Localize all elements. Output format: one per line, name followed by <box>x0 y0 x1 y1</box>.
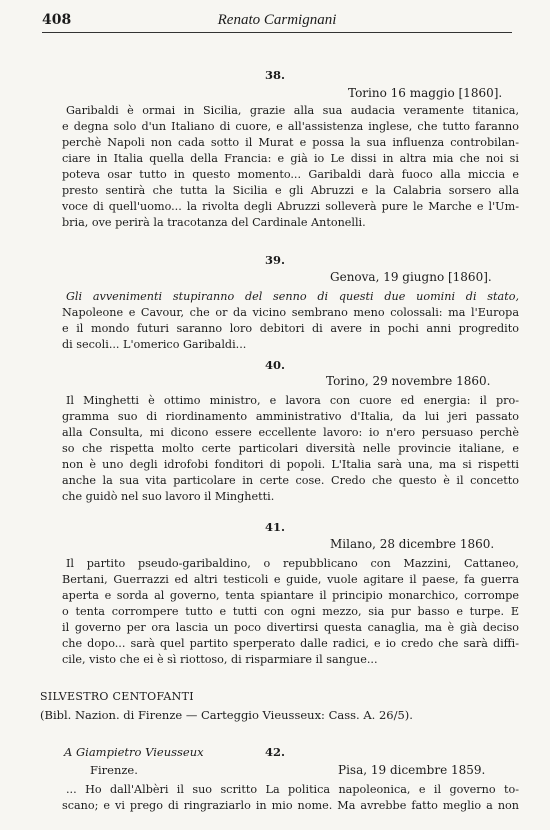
text-line: poteva osar tutto in questo momento... Garibaldi darà fuoco alla miccia e <box>62 168 519 181</box>
text-line: bria, ove perirà la tracotanza del Cardinale Antonelli. <box>62 216 366 229</box>
text-line: che guidò nel suo lavoro il Minghetti. <box>62 490 275 503</box>
text-line: ciare in Italia quella della Francia: e già io Le dissi in altra mia che noi si <box>62 152 519 165</box>
letter-number: 38. <box>264 68 285 82</box>
text-line: di secoli... L'omerico Garibaldi... <box>62 338 247 351</box>
text-line: anche la sua vita particolare in certe cose. Credo che questo è il concetto <box>62 474 519 487</box>
letter-body <box>62 556 519 668</box>
recipient-name: A Giampietro Vieusseux <box>64 745 204 759</box>
text-line: o tenta corrompere tutto e tutti con ogni mezzo, sia pur basso e turpe. E <box>62 605 519 618</box>
text-line: Il Minghetti è ottimo ministro, e lavora con cuore ed energia: il pro- <box>66 394 519 407</box>
letter-date: Torino 16 maggio [1860]. <box>348 86 503 100</box>
page-number: 408 <box>42 12 72 28</box>
letter-number: 40. <box>264 358 285 372</box>
text-line: voce di quell'uomo... la rivolta degli Abruzzi solleverà pure le Marche e l'Um- <box>62 200 519 213</box>
text-line: gramma suo di riordinamento amministrativo d'Italia, da lui jeri passato <box>62 410 519 423</box>
letter-body <box>62 289 519 353</box>
text-line: presto sentirà che tutta la Sicilia e gli Abruzzi e la Calabria sorsero alla <box>62 184 519 197</box>
text-line: Gli avvenimenti stupiranno del senno di questi due uomini di stato, <box>66 290 519 303</box>
text-line: Il partito pseudo-garibaldino, o repubblicano con Mazzini, Cattaneo, <box>66 557 519 570</box>
text-line: Garibaldi è ormai in Sicilia, grazie alla sua audacia veramente titanica, <box>66 104 519 117</box>
letter-date: Genova, 19 giugno [1860]. <box>330 270 492 284</box>
letter-body <box>62 782 519 814</box>
text-line: Bertani, Guerrazzi ed altri testicoli e guide, vuole agitare il paese, fa guerra <box>62 573 519 586</box>
text-line: Napoleone e Cavour, che or da vicino sembrano meno colossali: ma l'Europa <box>62 306 519 319</box>
text-line: che dopo... sarà quel partito sperperato dalle radici, e io credo che sarà diffi- <box>62 637 519 650</box>
text-line: e il mondo futuri saranno loro debitori di avere in pochi anni progredito <box>62 322 519 335</box>
letter-number: 42. <box>264 745 285 759</box>
letter-body <box>62 103 519 231</box>
letter-body <box>62 393 519 505</box>
text-line: alla Consulta, mi dicono essere eccellente lavoro: io n'ero persuaso perchè <box>62 426 519 439</box>
letter-number: 41. <box>264 520 285 534</box>
text-line: il governo per ora lascia un poco divertirsi questa canaglia, ma è già deciso <box>62 621 519 634</box>
recipient-place: Firenze. <box>90 763 138 777</box>
letter-date: Torino, 29 novembre 1860. <box>326 374 491 388</box>
running-head: Renato Carmignani <box>217 12 337 28</box>
letter-number: 39. <box>264 253 285 267</box>
archive-source: (Bibl. Nazion. di Firenze — Carteggio Vieusseux: Cass. A. 26/5). <box>40 708 413 722</box>
page-header <box>42 12 512 33</box>
text-line: ... Ho dall'Albèri il suo scritto La politica napoleonica, e il governo to- <box>66 783 519 796</box>
text-line: perchè Napoli non cada sotto il Murat e possa la sua influenza controbilan- <box>62 136 519 149</box>
text-line: cile, visto che ei è sì riottoso, di risparmiare il sangue... <box>62 653 378 666</box>
text-line: so che rispetta molto certe particolari diversità nelle provincie italiane, e <box>62 442 519 455</box>
text-line: e degna solo d'un Italiano di cuore, e all'assistenza inglese, che tutto faranno <box>62 120 519 133</box>
text-line: aperta e sorda al governo, tenta spiantare il principio monarchico, corrompe <box>62 589 519 602</box>
letter-date: Milano, 28 dicembre 1860. <box>330 537 495 551</box>
author-name: SILVESTRO CENTOFANTI <box>40 690 194 703</box>
text-line: non è uno degli idrofobi fonditori di popoli. L'Italia sarà una, ma si rispetti <box>62 458 519 471</box>
text-line: scano; e vi prego di ringraziarlo in mio nome. Ma avrebbe fatto meglio a non <box>62 799 519 812</box>
letter-date: Pisa, 19 dicembre 1859. <box>338 763 486 777</box>
